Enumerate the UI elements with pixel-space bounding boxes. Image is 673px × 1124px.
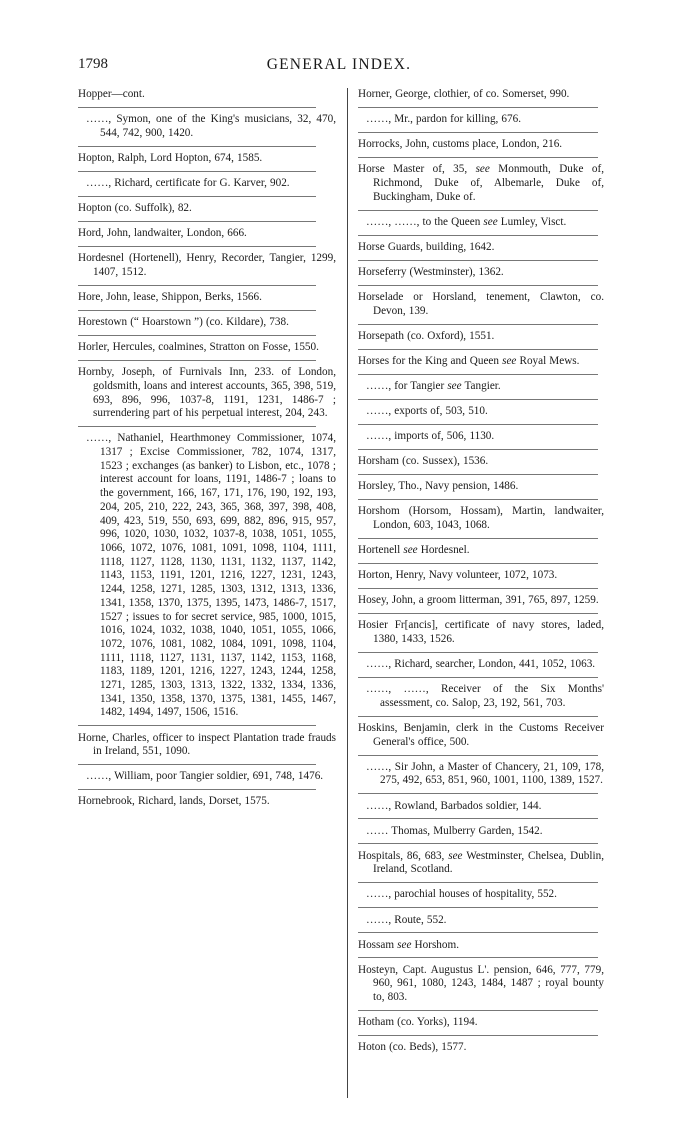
entry-separator bbox=[78, 789, 316, 790]
index-subentry: ……, Rowland, Barbados soldier, 144. bbox=[366, 799, 542, 812]
entry-separator bbox=[78, 335, 316, 336]
entry-separator bbox=[358, 652, 598, 653]
index-entry: Hord, John, landwaiter, London, 666. bbox=[78, 227, 247, 240]
page-number: 1798 bbox=[78, 56, 108, 72]
index-subentry: ……, Nathaniel, Hearthmoney Commissioner, 1074, 1317 ; Excise Commissioner, 782, 1074, 1317, 1523 ; exchanges (as banker) to Lisbon, etc., 1078 ; interest account for loans, 1191, 1486-7 ; loans to the government, 166, 167, 171, 176, 190, 192, 193, 204, 205, 210, 222, 243, 365, 368, 397, 398, 408, 409, 423, 519, 550, 693, 699, 882, 896, 915, 957, 996, 1020, 1030, 1032, 1037-8, 1038, 1051, 1055, 1066, 1072, 1076, 1081, 1091, 1098, 1104, 1111, 1118, 1127, 1128, 1130, 1131, 1132, 1137, 1142, 1143, 1153, 1191, 1201, 1216, 1227, 1231, 1243, 1244, 1258, 1271, 1285, 1303, 1312, 1313, 1336, 1341, 1358, 1370, 1375, 1395, 1473, 1486-7, 1517, 1527 ; issues to for secret service, 985, 1000, 1015, 1016, 1024, 1032, 1038, 1040, 1051, 1055, 1066, 1072, 1076, 1081, 1082, 1084, 1091, 1098, 1104, 1111, 1118, 1127, 1131, 1137, 1142, 1153, 1168, 1183, 1189, 1201, 1216, 1227, 1243, 1244, 1258, 1271, 1285, 1303, 1313, 1322, 1332, 1334, 1336, 1341, 1350, 1358, 1370, 1375, 1381, 1455, 1467, 1482, 1494, 1497, 1506, 1516. bbox=[86, 432, 336, 719]
index-entry: Hopton, Ralph, Lord Hopton, 674, 1585. bbox=[78, 151, 263, 164]
index-entry: Horse Master of, 35, see Monmouth, Duke of, Richmond, Duke of, Albemarle, Duke of, Buckingham, Duke of. bbox=[358, 163, 604, 203]
left-index-column bbox=[78, 88, 336, 814]
entry-separator bbox=[358, 285, 598, 286]
index-entry: Horestown (“ Hoarstown ”) (co. Kildare), 738. bbox=[78, 316, 289, 329]
entry-separator bbox=[358, 677, 598, 678]
entry-separator bbox=[358, 499, 598, 500]
index-entry: Hoskins, Benjamin, clerk in the Customs Receiver General's office, 500. bbox=[358, 721, 604, 748]
entry-separator bbox=[358, 210, 598, 211]
index-subentry: ……, parochial houses of hospitality, 552. bbox=[366, 888, 557, 901]
index-subentry: ……, Route, 552. bbox=[366, 913, 447, 926]
index-entry: Horselade or Horsland, tenement, Clawton, co. Devon, 139. bbox=[358, 290, 604, 317]
entry-separator bbox=[358, 793, 598, 794]
entry-separator bbox=[358, 932, 598, 933]
index-entry: Hortenell see Hordesnel. bbox=[358, 544, 470, 557]
index-subentry: ……, ……, Receiver of the Six Months' assessment, co. Salop, 23, 192, 561, 703. bbox=[366, 683, 604, 709]
index-subentry: ……, for Tangier see Tangier. bbox=[366, 379, 501, 392]
index-entry: Hornby, Joseph, of Furnivals Inn, 233. of London, goldsmith, loans and interest accounts, 365, 398, 519, 693, 896, 996, 1037-8, 1191, 1231, 1486-7 ; surrendering part of his perpetual interest, 204, 243. bbox=[78, 366, 336, 420]
entry-separator bbox=[358, 588, 598, 589]
entry-separator bbox=[78, 310, 316, 311]
page-header bbox=[78, 56, 600, 76]
index-entry: Horses for the King and Queen see Royal Mews. bbox=[358, 354, 580, 367]
entry-separator bbox=[78, 764, 316, 765]
entry-separator bbox=[358, 716, 598, 717]
index-subentry: ……, William, poor Tangier soldier, 691, 748, 1476. bbox=[86, 770, 324, 783]
entry-separator bbox=[358, 449, 598, 450]
index-subentry: ……, Symon, one of the King's musicians, 32, 470, 544, 742, 900, 1420. bbox=[86, 113, 336, 139]
entry-separator bbox=[358, 843, 598, 844]
entry-separator bbox=[358, 107, 598, 108]
index-entry: Horshom (Horsom, Hossam), Martin, landwaiter, London, 603, 1043, 1068. bbox=[358, 505, 604, 531]
index-entry: Hosier Fr[ancis], certificate of navy stores, laded, 1380, 1433, 1526. bbox=[358, 619, 604, 645]
entry-separator bbox=[78, 146, 316, 147]
index-entry: Horner, George, clothier, of co. Somerset, 990. bbox=[358, 88, 570, 100]
entry-separator bbox=[78, 107, 316, 108]
index-entry: Hotham (co. Yorks), 1194. bbox=[358, 1016, 478, 1029]
entry-separator bbox=[358, 755, 598, 756]
index-entry: Hopton (co. Suffolk), 82. bbox=[78, 202, 192, 215]
page-title: GENERAL INDEX. bbox=[266, 56, 412, 73]
index-entry: Hore, John, lease, Shippon, Berks, 1566. bbox=[78, 290, 262, 303]
entry-separator bbox=[78, 196, 316, 197]
index-subentry: ……, exports of, 503, 510. bbox=[366, 404, 488, 417]
right-index-column bbox=[358, 88, 604, 1060]
index-entry: Hosteyn, Capt. Augustus L'. pension, 646, 777, 779, 960, 961, 1080, 1243, 1484, 1487 ; royal bounty to, 803. bbox=[358, 963, 604, 1004]
entry-separator bbox=[78, 725, 316, 726]
entry-separator bbox=[358, 132, 598, 133]
column-divider bbox=[347, 88, 348, 1098]
entry-separator bbox=[358, 374, 598, 375]
index-entry: Horsepath (co. Oxford), 1551. bbox=[358, 329, 495, 342]
entry-separator bbox=[358, 907, 598, 908]
index-entry: Hosey, John, a groom litterman, 391, 765, 897, 1259. bbox=[358, 594, 599, 607]
entry-separator bbox=[78, 246, 316, 247]
index-subentry: …… Thomas, Mulberry Garden, 1542. bbox=[366, 824, 543, 837]
entry-separator bbox=[78, 360, 316, 361]
index-entry: Horrocks, John, customs place, London, 216. bbox=[358, 138, 563, 151]
entry-separator bbox=[78, 426, 316, 427]
entry-separator bbox=[358, 882, 598, 883]
entry-separator bbox=[358, 324, 598, 325]
entry-separator bbox=[78, 285, 316, 286]
index-subentry: ……, ……, to the Queen see Lumley, Visct. bbox=[366, 215, 567, 228]
index-entry: Horsham (co. Sussex), 1536. bbox=[358, 455, 489, 468]
index-entry: Horton, Henry, Navy volunteer, 1072, 1073. bbox=[358, 569, 558, 582]
entry-separator bbox=[358, 957, 598, 958]
index-entry: Horsley, Tho., Navy pension, 1486. bbox=[358, 480, 519, 493]
entry-separator bbox=[358, 235, 598, 236]
index-entry: Hornebrook, Richard, lands, Dorset, 1575. bbox=[78, 795, 270, 808]
index-entry: Horseferry (Westminster), 1362. bbox=[358, 265, 504, 278]
index-subentry: ……, Mr., pardon for killing, 676. bbox=[366, 113, 522, 126]
index-subentry: ……, Richard, searcher, London, 441, 1052, 1063. bbox=[366, 658, 596, 671]
entry-separator bbox=[78, 221, 316, 222]
entry-separator bbox=[358, 1010, 598, 1011]
continued-heading: Hopper—cont. bbox=[78, 88, 145, 100]
entry-separator bbox=[358, 474, 598, 475]
entry-separator bbox=[358, 563, 598, 564]
entry-separator bbox=[358, 538, 598, 539]
entry-separator bbox=[358, 1035, 598, 1036]
index-subentry: ……, Sir John, a Master of Chancery, 21, 109, 178, 275, 492, 653, 851, 960, 1001, 1100, 1389, 1527. bbox=[366, 760, 604, 787]
index-entry: Hospitals, 86, 683, see Westminster, Chelsea, Dublin, Ireland, Scotland. bbox=[358, 849, 605, 876]
entry-separator bbox=[358, 424, 598, 425]
entry-separator bbox=[358, 157, 598, 158]
index-entry: Horler, Hercules, coalmines, Stratton on Fosse, 1550. bbox=[78, 341, 319, 354]
index-entry: Horne, Charles, officer to inspect Plantation trade frauds in Ireland, 551, 1090. bbox=[78, 731, 336, 758]
entry-separator bbox=[358, 818, 598, 819]
index-entry: Hordesnel (Hortenell), Henry, Recorder, Tangier, 1299, 1407, 1512. bbox=[78, 252, 336, 278]
entry-separator bbox=[358, 399, 598, 400]
entry-separator bbox=[358, 613, 598, 614]
entry-separator bbox=[78, 171, 316, 172]
entry-separator bbox=[358, 349, 598, 350]
index-subentry: ……, imports of, 506, 1130. bbox=[366, 430, 495, 443]
index-entry: Hossam see Horshom. bbox=[358, 938, 459, 951]
entry-separator bbox=[358, 260, 598, 261]
index-entry: Hoton (co. Beds), 1577. bbox=[358, 1041, 467, 1054]
index-subentry: ……, Richard, certificate for G. Karver, 902. bbox=[86, 176, 290, 189]
index-entry: Horse Guards, building, 1642. bbox=[358, 240, 495, 253]
